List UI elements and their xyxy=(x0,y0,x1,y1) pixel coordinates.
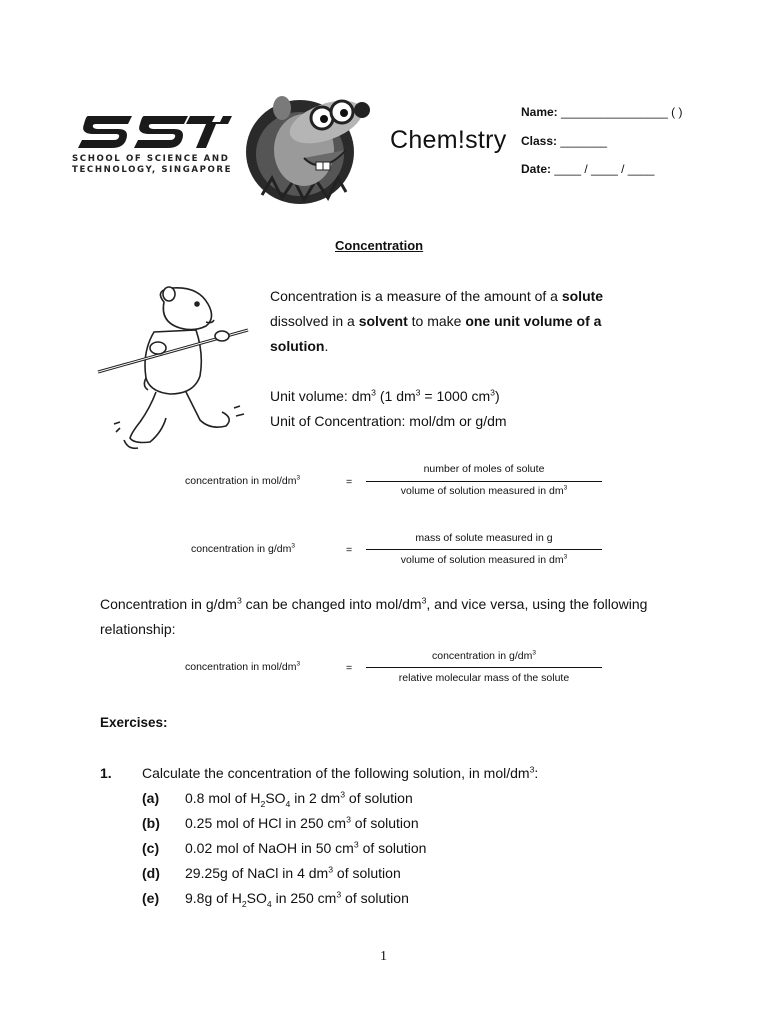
superscript: 3 xyxy=(371,387,376,398)
unit-text: = 1000 cm xyxy=(420,388,491,404)
superscript: 3 xyxy=(346,814,351,825)
subscript: 4 xyxy=(266,898,272,909)
exercises-heading: Exercises: xyxy=(100,715,168,730)
mole-with-pole-image xyxy=(94,282,254,462)
mole-mascot-image xyxy=(242,80,382,210)
intro-text: . xyxy=(324,338,329,354)
superscript: 3 xyxy=(336,889,342,900)
paragraph-text: can be changed into mol/dm xyxy=(241,596,422,612)
question-prompt: : xyxy=(534,765,539,781)
formula-left-side xyxy=(185,661,300,673)
name-field xyxy=(521,105,682,119)
denominator-text: volume of solution measured in dm xyxy=(400,554,564,566)
fraction-bar xyxy=(366,481,602,482)
date-blank: ____ / ____ / ____ xyxy=(554,162,655,176)
question-part-e xyxy=(142,890,409,908)
subscript: 2 xyxy=(260,798,266,809)
part-text-segment: of solution xyxy=(341,890,409,906)
formula-mol-per-dm3 xyxy=(0,460,768,504)
superscript: 3 xyxy=(236,595,242,606)
equals-sign: = xyxy=(346,544,353,556)
relationship-line-1 xyxy=(100,592,700,617)
concentration-unit-line: Unit of Concentration: mol/dm or g/dm xyxy=(270,413,507,429)
intro-line-1 xyxy=(270,284,630,309)
part-text-segment: in 250 cm xyxy=(271,890,337,906)
intro-paragraph xyxy=(270,284,630,359)
part-label: (a) xyxy=(142,790,160,806)
fraction-bar xyxy=(366,667,602,668)
superscript: 3 xyxy=(529,764,535,775)
fraction-bar xyxy=(366,549,602,550)
formula-left-text: concentration in mol/dm xyxy=(185,475,297,487)
part-text-segment: of solution xyxy=(345,790,413,806)
logo-line-2: TECHNOLOGY, SINGAPORE xyxy=(72,165,233,175)
part-text-segment: 29.25g of NaCl in 4 dm xyxy=(185,865,329,881)
subscript: 4 xyxy=(285,798,291,809)
part-text-segment: 0.25 mol of HCl in 250 cm xyxy=(185,815,347,831)
superscript: 3 xyxy=(532,649,537,657)
solution-term: solution xyxy=(270,338,325,354)
part-text xyxy=(185,815,419,831)
name-label: Name: xyxy=(521,105,558,119)
part-text-segment: of solution xyxy=(333,865,401,881)
denominator-text: relative molecular mass of the solute xyxy=(398,672,570,684)
intro-text: to make xyxy=(407,313,466,329)
solvent-term: solvent xyxy=(358,313,408,329)
numerator-text: number of moles of solute xyxy=(423,463,545,475)
unit-text: ) xyxy=(494,388,500,404)
subscript: 2 xyxy=(241,898,247,909)
part-text-segment: of solution xyxy=(358,840,427,856)
school-logo xyxy=(72,112,237,176)
superscript: 3 xyxy=(563,553,568,561)
logo-line-1: SCHOOL OF SCIENCE AND xyxy=(72,154,230,164)
formula-numerator xyxy=(366,463,602,475)
sst-logo-mark xyxy=(74,112,234,152)
part-text-segment: SO xyxy=(246,890,267,906)
numerator-text: mass of solute measured in g xyxy=(415,532,553,544)
intro-text: Concentration is a measure of the amount of a xyxy=(270,288,562,304)
formula-left-text: concentration in g/dm xyxy=(191,543,292,555)
relationship-paragraph xyxy=(100,592,700,642)
formula-denominator xyxy=(366,554,602,566)
solute-term: solute xyxy=(561,288,604,304)
part-text xyxy=(185,840,426,856)
class-blank: _______ xyxy=(560,134,608,148)
subject-title: Chem!stry xyxy=(390,126,507,154)
formula-denominator xyxy=(366,672,602,684)
relationship-line-2: relationship: xyxy=(100,621,176,637)
part-text-segment: 0.8 mol of H xyxy=(185,790,261,806)
question-prompt: Calculate the concentration of the following solution, in mol/dm xyxy=(142,765,530,781)
page-number: 1 xyxy=(380,949,387,964)
intro-text: dissolved in a xyxy=(270,313,359,329)
superscript: 3 xyxy=(353,839,359,850)
formula-numerator xyxy=(366,532,602,544)
intro-line-2 xyxy=(270,309,630,334)
part-text-segment: in 2 dm xyxy=(290,790,341,806)
superscript: 3 xyxy=(415,387,421,398)
page-title: Concentration xyxy=(335,238,424,253)
superscript: 3 xyxy=(563,484,568,492)
intro-line-3 xyxy=(270,334,630,359)
part-text-segment: of solution xyxy=(350,815,419,831)
question-part-b xyxy=(142,815,419,833)
equals-sign: = xyxy=(346,662,353,674)
unit-text: Unit volume: dm xyxy=(270,388,372,404)
question-part-d xyxy=(142,865,401,883)
paragraph-text: , and vice versa, using the following xyxy=(426,596,648,612)
unit-volume-term: one unit volume of a xyxy=(465,313,602,329)
unit-volume-line xyxy=(270,384,500,409)
class-field xyxy=(521,134,607,148)
denominator-text: volume of solution measured in dm xyxy=(400,485,564,497)
formula-conversion xyxy=(0,646,768,690)
superscript: 3 xyxy=(328,864,334,875)
question-part-c xyxy=(142,840,426,858)
part-text xyxy=(185,789,413,809)
formula-left-text: concentration in mol/dm xyxy=(185,661,297,673)
superscript: 3 xyxy=(296,474,301,482)
numerator-text: concentration in g/dm xyxy=(431,650,533,662)
part-label: (c) xyxy=(142,840,160,856)
formula-g-per-dm3 xyxy=(0,528,768,572)
name-blank: ________________ ( ) xyxy=(561,105,683,119)
superscript: 3 xyxy=(421,595,427,606)
class-label: Class: xyxy=(521,134,558,148)
part-label: (e) xyxy=(142,890,160,906)
paragraph-text: Concentration in g/dm xyxy=(100,596,237,612)
formula-denominator xyxy=(366,485,602,497)
part-text-segment: 9.8g of H xyxy=(185,890,242,906)
formula-numerator xyxy=(366,650,602,662)
part-text-segment: SO xyxy=(265,790,286,806)
question-number: 1. xyxy=(100,765,112,781)
unit-text: (1 dm xyxy=(375,388,416,404)
formula-left-side xyxy=(185,475,300,487)
part-label: (d) xyxy=(142,865,160,881)
question-text xyxy=(142,765,538,781)
question-part-a xyxy=(142,790,413,808)
superscript: 3 xyxy=(340,789,346,800)
equals-sign: = xyxy=(346,476,353,488)
date-label: Date: xyxy=(521,162,552,176)
superscript: 3 xyxy=(490,387,495,398)
part-text xyxy=(185,889,409,909)
part-label: (b) xyxy=(142,815,160,831)
part-text-segment: 0.02 mol of NaOH in 50 cm xyxy=(185,840,354,856)
superscript: 3 xyxy=(291,542,296,550)
part-text xyxy=(185,865,401,881)
superscript: 3 xyxy=(296,660,301,668)
date-field xyxy=(521,162,654,176)
formula-left-side xyxy=(191,543,295,555)
